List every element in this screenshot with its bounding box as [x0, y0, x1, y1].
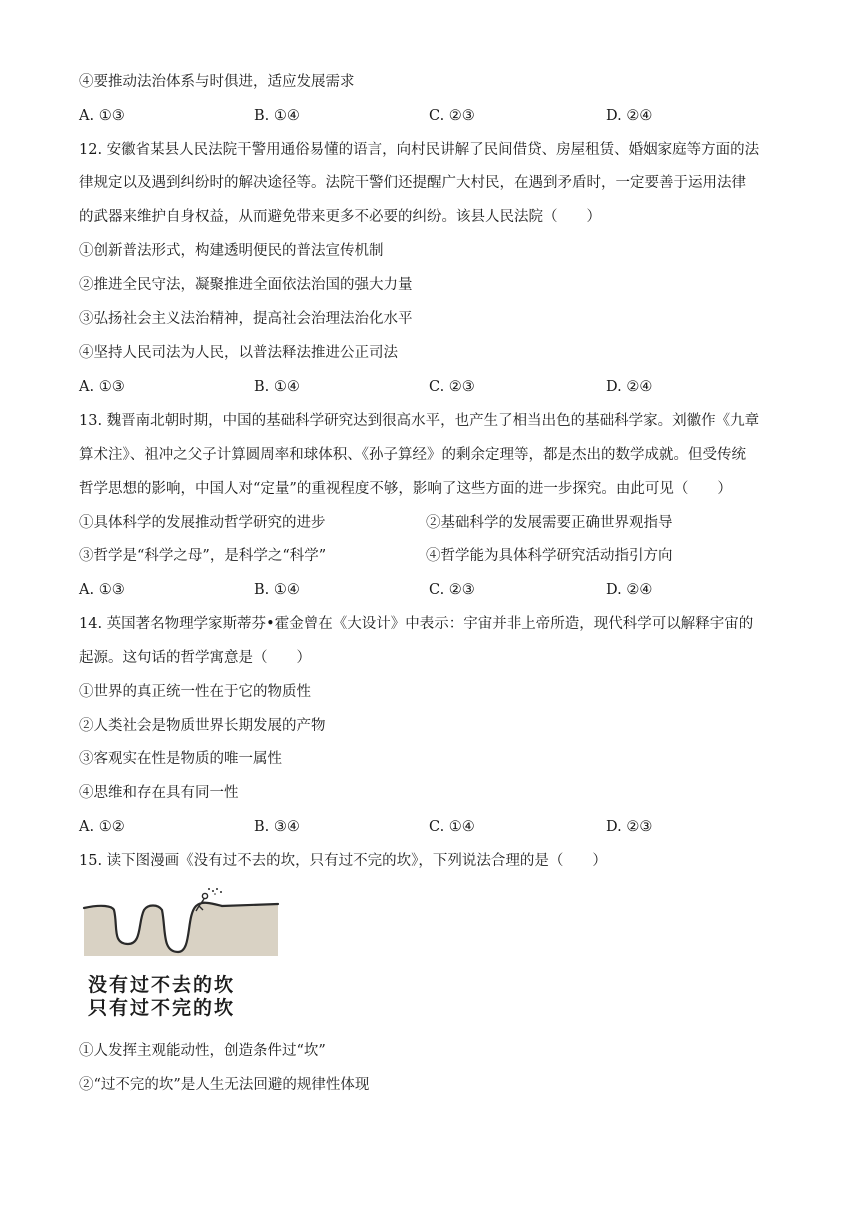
q13-stem-line-3: 哲学思想的影响，中国人对“定量”的重视程度不够，影响了这些方面的进一步探究。由此可见（ ）	[79, 481, 732, 497]
q11-options	[79, 106, 799, 126]
q14-options	[79, 817, 799, 837]
q14-option-b: B. ③④	[254, 819, 300, 835]
q14-option-a: A. ①②	[79, 819, 125, 835]
q15-item-1: ①人发挥主观能动性，创造条件过“坎”	[79, 1043, 326, 1059]
q13-option-b: B. ①④	[254, 582, 300, 598]
q14-option-d: D. ②③	[606, 819, 653, 835]
q12-option-d: D. ②④	[606, 379, 653, 395]
q12-item-3: ③弘扬社会主义法治精神，提高社会治理法治化水平	[79, 311, 413, 327]
q11-option-a: A. ①③	[79, 108, 125, 124]
cartoon-caption-line-2: 只有过不完的坎	[88, 997, 236, 1019]
q13-items-row-2	[79, 546, 799, 566]
q12-item-2: ②推进全民守法，凝聚推进全面依法治国的强大力量	[79, 277, 413, 293]
cartoon-figure	[82, 886, 282, 1026]
q12-option-b: B. ①④	[254, 379, 300, 395]
q12-stem-line-3: 的武器来维护自身权益，从而避免带来更多不必要的纠纷。该县人民法院（ ）	[79, 209, 601, 225]
q12-options	[79, 377, 799, 397]
q13-option-c: C. ②③	[429, 582, 475, 598]
q11-option-c: C. ②③	[429, 108, 475, 124]
q14-item-4: ④思维和存在具有同一性	[79, 785, 239, 801]
q13-option-a: A. ①③	[79, 582, 125, 598]
cartoon-caption-line-1: 没有过不去的坎	[88, 974, 236, 996]
q12-stem-line-1: 12. 安徽省某县人民法院干警用通俗易懂的语言，向村民讲解了民间借贷、房屋租赁、婚姻家庭等方面的法	[79, 142, 760, 158]
q12-stem-line-2: 律规定以及遇到纠纷时的解决途径等。法院干警们还提醒广大村民，在遇到矛盾时，一定要善于运用法律	[79, 175, 746, 191]
q12-item-4: ④坚持人民司法为人民，以普法释法推进公正司法	[79, 345, 398, 361]
q13-stem-line-1: 13. 魏晋南北朝时期，中国的基础科学研究达到很高水平，也产生了相当出色的基础科学家。刘徽作《九章	[79, 413, 760, 429]
q15-stem: 15. 读下图漫画《没有过不去的坎，只有过不完的坎》，下列说法合理的是（ ）	[79, 853, 607, 869]
q14-stem-line-2: 起源。这句话的哲学寓意是（ ）	[79, 650, 311, 666]
q14-stem-line-1: 14. 英国著名物理学家斯蒂芬•霍金曾在《大设计》中表示：宇宙并非上帝所造，现代科学可以解释宇宙的	[79, 616, 754, 632]
q13-options	[79, 580, 799, 600]
q12-option-c: C. ②③	[429, 379, 475, 395]
q13-item-1: ①具体科学的发展推动哲学研究的进步	[79, 515, 326, 531]
q14-option-c: C. ①④	[429, 819, 475, 835]
q13-option-d: D. ②④	[606, 582, 653, 598]
q13-stem-line-2: 算术注》、祖冲之父子计算圆周率和球体积、《孙子算经》的剩余定理等，都是杰出的数学成就。但受传统	[79, 447, 746, 463]
q13-items-row-1	[79, 513, 799, 533]
q14-item-2: ②人类社会是物质世界长期发展的产物	[79, 718, 326, 734]
q12-option-a: A. ①③	[79, 379, 125, 395]
q12-item-1: ①创新普法形式，构建透明便民的普法宣传机制	[79, 243, 384, 259]
q15-item-2: ②“过不完的坎”是人生无法回避的规律性体现	[79, 1077, 370, 1093]
q11-option-b: B. ①④	[254, 108, 300, 124]
q11-item-4: ④要推动法治体系与时俱进，适应发展需求	[79, 74, 355, 90]
q11-option-d: D. ②④	[606, 108, 653, 124]
q13-item-3: ③哲学是“科学之母”，是科学之“科学”	[79, 548, 327, 564]
q13-item-2: ②基础科学的发展需要正确世界观指导	[426, 515, 673, 531]
q13-item-4: ④哲学能为具体科学研究活动指引方向	[426, 548, 673, 564]
q14-item-3: ③客观实在性是物质的唯一属性	[79, 751, 282, 767]
motion-marks	[208, 888, 222, 895]
q14-item-1: ①世界的真正统一性在于它的物质性	[79, 684, 311, 700]
